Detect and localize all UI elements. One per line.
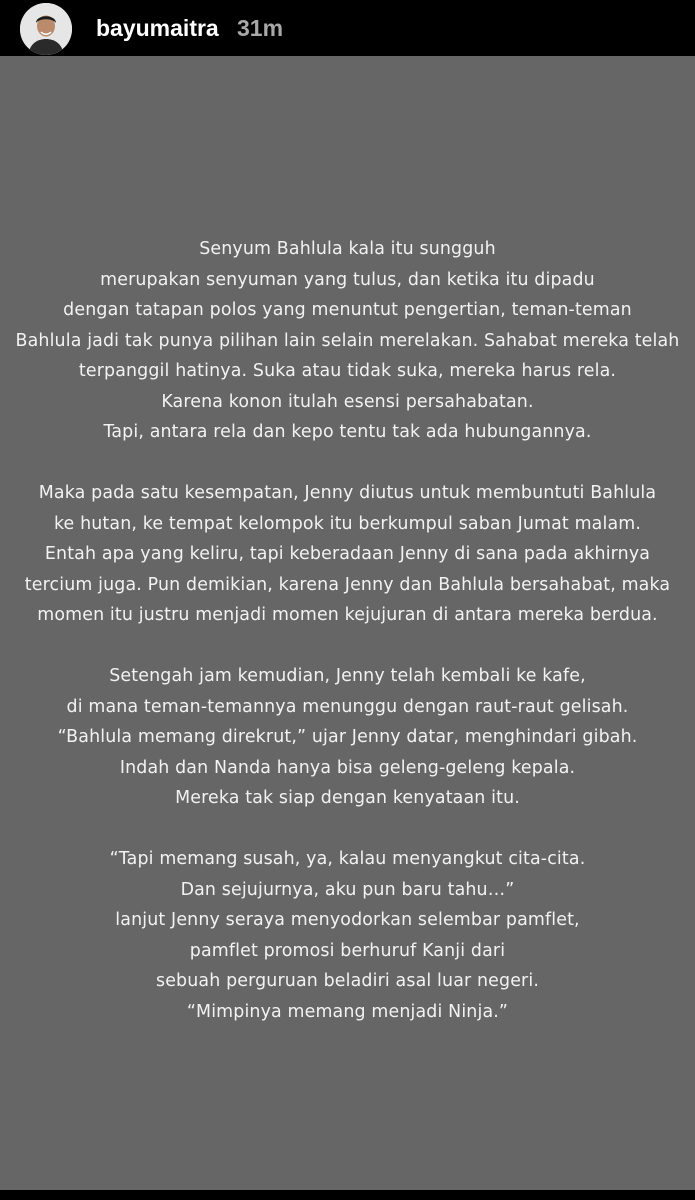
bottom-bar: [0, 1190, 695, 1200]
story-text-line: Maka pada satu kesempatan, Jenny diutus untuk membuntuti Bahlula: [38, 483, 657, 503]
story-text-line: Dan sejujurnya, aku pun baru tahu…”: [180, 879, 515, 900]
paragraph-gap: [0, 448, 695, 479]
post-timestamp: 31m: [237, 15, 284, 41]
story-text-line: Indah dan Nanda hanya bisa geleng-geleng kepala.: [119, 757, 576, 778]
story-text-line: dengan tatapan polos yang menuntut pengertian, teman-teman: [63, 300, 632, 320]
story-text-line: Senyum Bahlula kala itu sungguh: [199, 239, 496, 259]
story-text-line: “Mimpinya memang menjadi Ninja.”: [186, 1001, 509, 1022]
story-text-line: lanjut Jenny seraya menyodorkan selembar pamflet,: [115, 910, 580, 930]
story-header: [0, 0, 695, 56]
story-content[interactable]: [0, 56, 695, 1190]
story-text: [0, 234, 695, 1027]
story-text-line: di mana teman-temannya menunggu dengan raut-raut gelisah.: [66, 696, 629, 717]
story-text-line: Mereka tak siap dengan kenyataan itu.: [175, 788, 520, 808]
story-text-line: “Bahlula memang direkrut,” ujar Jenny datar, menghindari gibah.: [57, 727, 638, 747]
paragraph-gap: [0, 631, 695, 662]
paragraph-gap: [0, 814, 695, 845]
story-text-line: momen itu justru menjadi momen kejujuran di antara mereka berdua.: [37, 605, 658, 625]
story-text-line: “Tapi memang susah, ya, kalau menyangkut cita-cita.: [109, 849, 586, 869]
story-text-line: merupakan senyuman yang tulus, dan ketika itu dipadu: [100, 269, 595, 290]
story-text-line: pamflet promosi berhuruf Kanji dari: [189, 940, 506, 961]
story-text-line: ke hutan, ke tempat kelompok itu berkumpul saban Jumat malam.: [53, 513, 642, 534]
user-avatar-icon[interactable]: [20, 3, 72, 55]
username-link[interactable]: bayumaitra: [96, 15, 219, 41]
story-text-line: Karena konon itulah esensi persahabatan.: [161, 391, 534, 412]
story-text-line: Bahlula jadi tak punya pilihan lain selain merelakan. Sahabat mereka telah: [15, 330, 680, 351]
story-text-line: Entah apa yang keliru, tapi keberadaan Jenny di sana pada akhirnya: [44, 544, 651, 564]
story-text-line: tercium juga. Pun demikian, karena Jenny dan Bahlula bersahabat, maka: [24, 574, 671, 595]
story-text-line: Tapi, antara rela dan kepo tentu tak ada hubungannya.: [103, 422, 592, 442]
story-text-line: sebuah perguruan beladiri asal luar negeri.: [156, 971, 539, 991]
story-text-line: terpanggil hatinya. Suka atau tidak suka, mereka harus rela.: [78, 361, 617, 381]
story-text-line: Setengah jam kemudian, Jenny telah kembali ke kafe,: [109, 666, 586, 686]
